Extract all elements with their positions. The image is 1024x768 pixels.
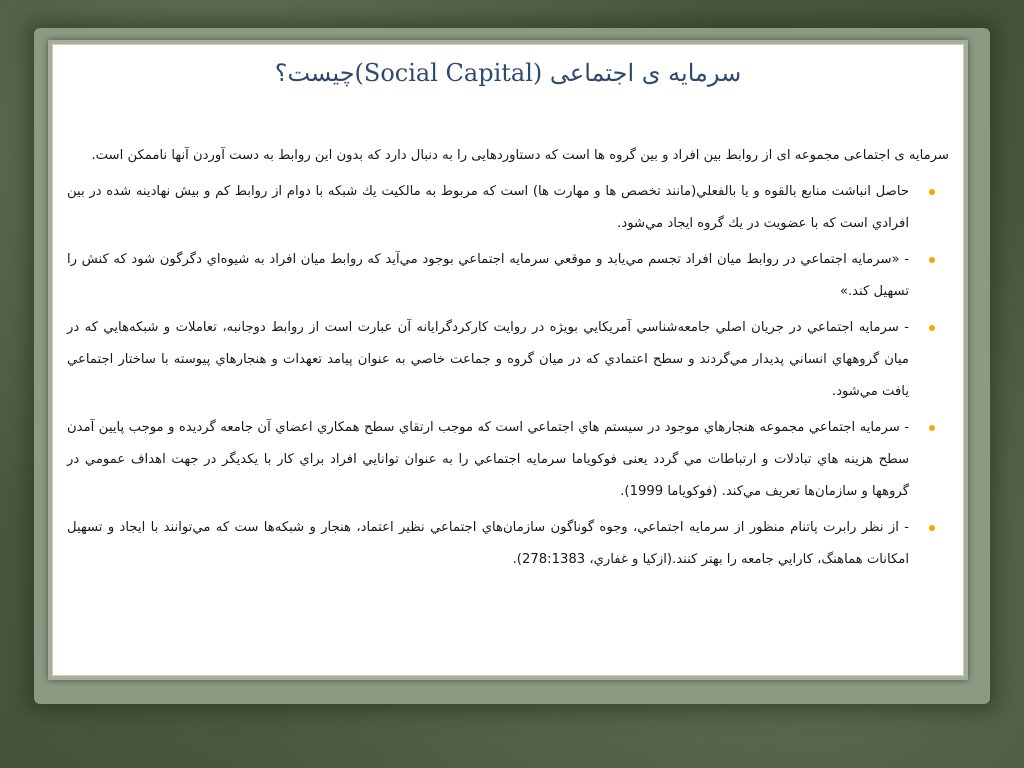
bullet-text: - از نظر رابرت پاتنام منظور از سرمايه اجتماعي، وجوه گوناگون سازمان‌هاي اجتماعي نظير اعتماد، هنجار و شبکه‌ها ست که مي‌توانند با ايجاد و تسهيل امکانات هماهنگ، کارايي جامعه را بهتر کنند.(ازکيا و غفاري، 278:1383). (67, 520, 909, 567)
bullet-list (67, 176, 949, 576)
slide (52, 44, 964, 676)
bullet-text: حاصل انباشت منابع بالقوه و يا بالفعلي(مانند تخصص ها و مهارت ها) است که مربوط به مالکيت يك شبکه با دوام از روابط کم و بيش نهادينه شده در بين افرادي است که با عضويت در يك گروه ايجاد مي‌شود. (67, 184, 909, 231)
bullet-text: - سرمايه اجتماعي مجموعه هنجارهاي موجود در سيستم هاي اجتماعي است که موجب ارتقاي سطح همکاري اعضاي آن جامعه گرديده و موجب پايين آمدن سطح هزينه هاي تبادلات و ارتباطات مي گردد يعنی فوکوياما سرمايه اجتماعي را به عنوان توانايي افراد براي کار با يکديگر در جهت اهداف عمومي در گروهها و سازمان‌ها تعريف مي‌کند. (فوکوياما 1999). (67, 420, 909, 499)
intro-paragraph: سرمایه ی اجتماعی مجموعه ای از روابط بین افراد و بین گروه ها است که دستاوردهایی را به دنبال دارد که بدون این روابط به دست آوردن آنها ناممکن است. (91, 148, 949, 163)
bullet-text: - سرمايه اجتماعي در جريان اصلي جامعه‌شناسي آمريکايي بويژه در روايت کارکردگرايانه آن عبارت است از روابط دوجانبه، تعاملات و شبکه‌هايي که در ميان گروههاي انساني پديدار مي‌گردند و سطح اعتمادي که در ميان گروه و جماعت خاصي به عنوان پيامد تعهدات و هنجارهاي پيوسته با ساختار اجتماعي يافت مي‌شود. (67, 320, 909, 399)
bullet-item (67, 312, 949, 408)
bullet-dot-icon (929, 325, 935, 331)
slide-content (67, 140, 949, 580)
bullet-dot-icon (929, 189, 935, 195)
bullet-dot-icon (929, 257, 935, 263)
bullet-dot-icon (929, 525, 935, 531)
slide-frame (48, 40, 968, 680)
bullet-item (67, 512, 949, 576)
bullet-dot-icon (929, 425, 935, 431)
bullet-item (67, 412, 949, 508)
bullet-item (67, 244, 949, 308)
slide-title: سرمایه ی اجتماعی (Social Capital)چیست؟ (274, 59, 742, 87)
bullet-text: - «سرمايه اجتماعي در روابط ميان افراد تجسم مي‌يابد و موقعي سرمايه اجتماعي بوجود مي‌آيد که روابط ميان افراد به شيوه‌اي دگرگون شود که کنش را تسهيل کند.» (67, 252, 909, 299)
bullet-item (67, 176, 949, 240)
